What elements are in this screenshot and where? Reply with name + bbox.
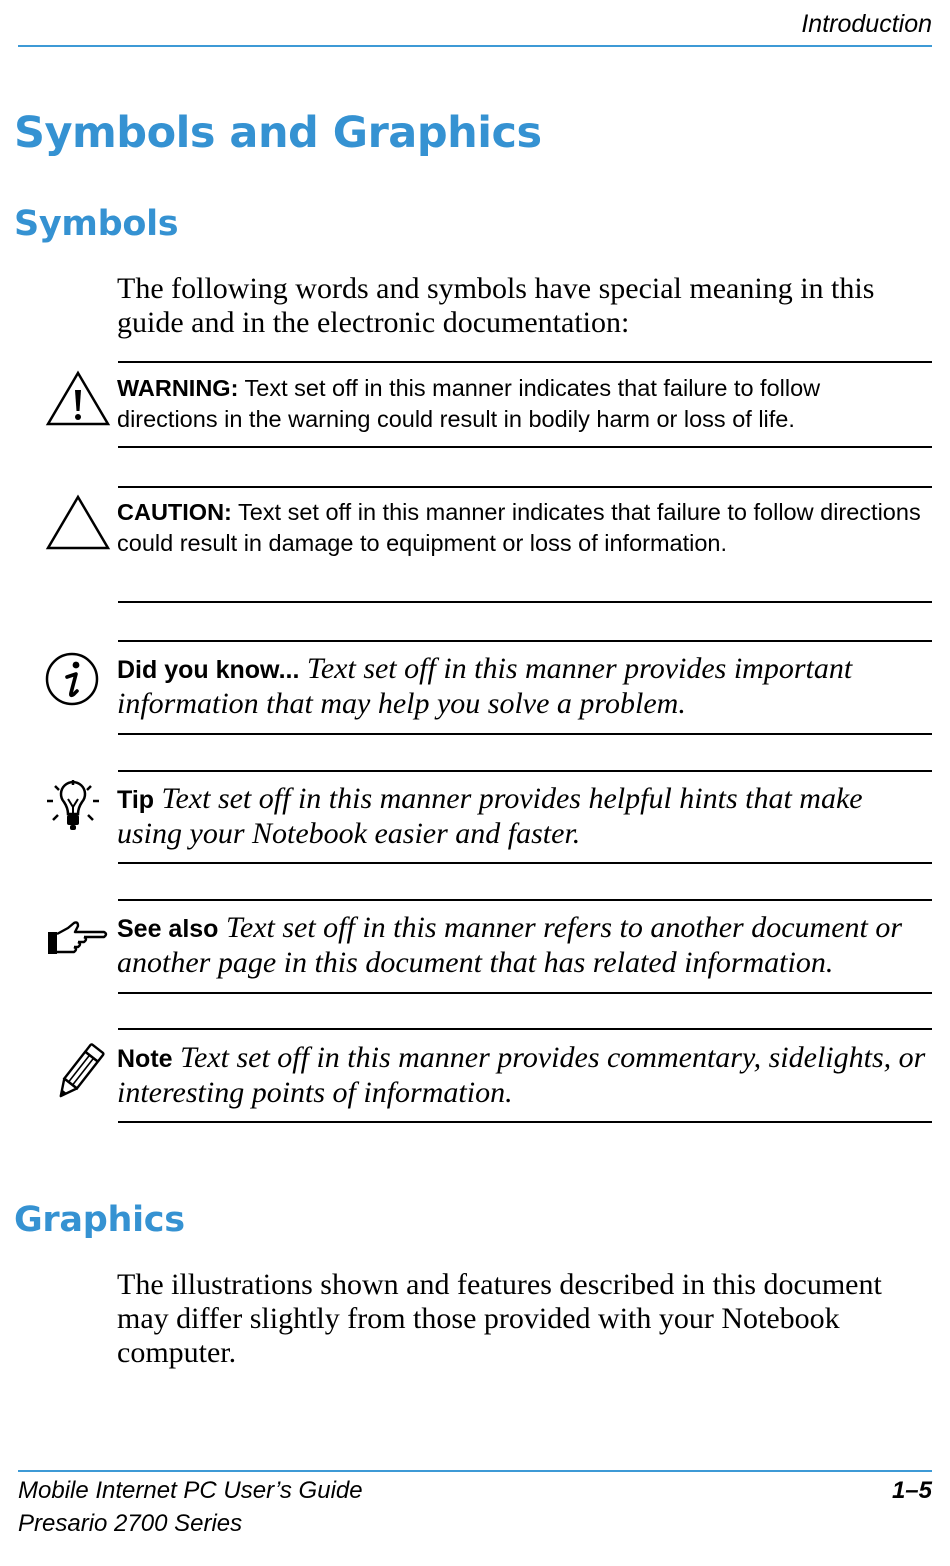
footer-left: [18, 1474, 363, 1540]
divider: [118, 446, 932, 448]
did-you-know-label: Did you know...: [117, 656, 300, 684]
symbols-intro: The following words and symbols have special meaning in this guide and in the electronic documentation:: [117, 272, 875, 339]
caution-icon: [44, 492, 112, 560]
graphics-text: The illustrations shown and features described in this document may differ slightly from those provided with your Notebook computer.: [117, 1268, 882, 1369]
see-also-notice: [117, 911, 926, 980]
note-label: Note: [117, 1045, 173, 1073]
see-also-label: See also: [117, 915, 219, 943]
warning-notice: [117, 373, 926, 435]
divider: [118, 733, 932, 735]
tip-text: Text set off in this manner provides helpful hints that make using your Notebook easier and faster.: [117, 782, 863, 850]
divider: [118, 899, 932, 901]
footer-guide-title: Mobile Internet PC User’s Guide: [18, 1477, 363, 1504]
divider: [118, 1028, 932, 1030]
symbols-heading: Symbols: [14, 204, 179, 244]
divider: [118, 862, 932, 864]
note-notice: [117, 1041, 926, 1110]
footer-rule: [18, 1470, 932, 1472]
warning-label: WARNING:: [117, 375, 239, 401]
footer-series: Presario 2700 Series: [18, 1510, 243, 1537]
divider: [118, 486, 932, 488]
see-also-text: Text set off in this manner refers to another document or another page in this document that has related information.: [117, 911, 903, 979]
divider: [118, 770, 932, 772]
warning-text: Text set off in this manner indicates that failure to follow directions in the warning could result in bodily harm or loss of life.: [117, 375, 821, 432]
divider: [118, 361, 932, 363]
warning-icon: [44, 368, 112, 436]
divider: [118, 1121, 932, 1123]
pencil-icon: [44, 1040, 112, 1108]
tip-notice: [117, 782, 926, 851]
header-rule: [18, 45, 932, 47]
lightbulb-icon: [44, 776, 112, 844]
caution-notice: [117, 497, 926, 559]
page-title: Symbols and Graphics: [14, 108, 542, 158]
did-you-know-text: Text set off in this manner provides important information that may help you solve a problem.: [117, 652, 853, 720]
divider: [118, 601, 932, 603]
caution-text: Text set off in this manner indicates that failure to follow directions could result in damage to equipment or loss of information.: [117, 499, 921, 556]
pointing-hand-icon: [44, 912, 112, 980]
note-text: Text set off in this manner provides commentary, sidelights, or interesting points of information.: [117, 1041, 926, 1109]
running-head: Introduction: [801, 10, 932, 38]
caution-label: CAUTION:: [117, 499, 232, 525]
graphics-heading: Graphics: [14, 1200, 185, 1240]
tip-label: Tip: [117, 786, 155, 814]
divider: [118, 640, 932, 642]
did-you-know-notice: [117, 652, 926, 721]
info-icon: [44, 648, 112, 716]
divider: [118, 992, 932, 994]
page-number: 1–5: [891, 1477, 932, 1504]
